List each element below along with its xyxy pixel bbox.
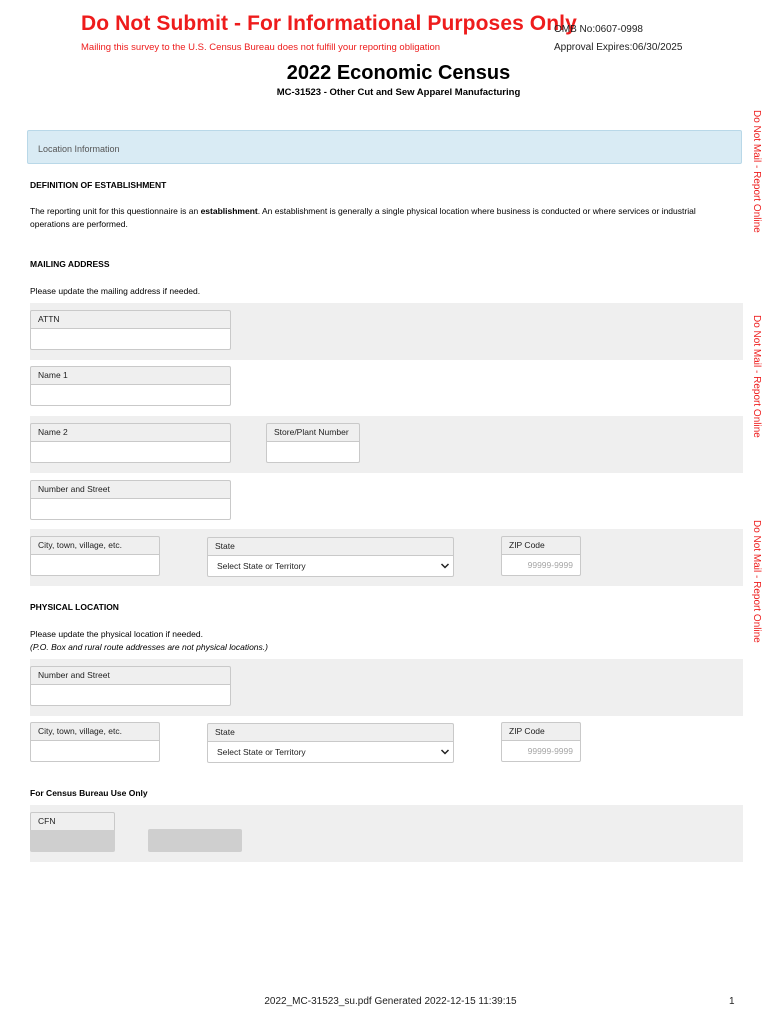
physical-note: (P.O. Box and rural route addresses are not physical locations.) — [30, 642, 268, 652]
name2-input[interactable] — [30, 441, 231, 463]
location-information-label: Location Information — [38, 144, 120, 154]
physical-state-value: Select State or Territory — [217, 747, 306, 757]
mailing-city-field[interactable] — [30, 536, 160, 576]
location-information-bar — [27, 130, 742, 164]
physical-city-field[interactable] — [30, 722, 160, 762]
mailing-state-field[interactable] — [207, 537, 454, 577]
physical-zip-label: ZIP Code — [501, 722, 581, 740]
physical-instruction: Please update the physical location if needed. — [30, 629, 203, 639]
name2-label: Name 2 — [30, 423, 231, 441]
physical-city-label: City, town, village, etc. — [30, 722, 160, 740]
physical-zip-field[interactable] — [501, 722, 581, 762]
mailing-zip-label: ZIP Code — [501, 536, 581, 554]
mailing-state-value: Select State or Territory — [217, 561, 306, 571]
physical-state-field[interactable] — [207, 723, 454, 763]
page-subtitle: MC-31523 - Other Cut and Sew Apparel Manufacturing — [276, 87, 521, 98]
physical-street-field[interactable] — [30, 666, 231, 706]
census-use-heading: For Census Bureau Use Only — [30, 788, 148, 798]
mailing-city-input[interactable] — [30, 554, 160, 576]
mailing-street-field[interactable] — [30, 480, 231, 520]
name1-field[interactable] — [30, 366, 231, 406]
warning-title: Do Not Submit - For Informational Purposes Only — [81, 12, 577, 35]
cfn-label: CFN — [30, 812, 115, 830]
physical-location-heading: PHYSICAL LOCATION — [30, 602, 119, 612]
physical-zip-input[interactable]: 99999-9999 — [501, 740, 581, 762]
definition-text-bold: establishment — [200, 206, 258, 216]
cfn-field — [30, 812, 115, 852]
side-marker-top: Do Not Mail - Report Online — [751, 110, 762, 233]
physical-street-label: Number and Street — [30, 666, 231, 684]
definition-text — [30, 205, 730, 231]
omb-number: OMB No:0607-0998 — [554, 24, 643, 35]
mailing-street-input[interactable] — [30, 498, 231, 520]
footer-generated: 2022_MC-31523_su.pdf Generated 2022-12-15 11:39:15 — [264, 996, 517, 1007]
mailing-state-select[interactable] — [207, 555, 454, 577]
attn-input[interactable] — [30, 328, 231, 350]
chevron-down-icon — [440, 562, 450, 570]
cfn-input — [30, 830, 115, 852]
attn-field[interactable] — [30, 310, 231, 350]
name1-label: Name 1 — [30, 366, 231, 384]
mailing-state-label: State — [207, 537, 454, 555]
definition-text-end: . An establishment is generally a single physical location where business is conducted or where services or industrial operations are performed. — [30, 206, 696, 229]
census-use-box — [148, 829, 242, 852]
mailing-city-label: City, town, village, etc. — [30, 536, 160, 554]
chevron-down-icon — [440, 748, 450, 756]
physical-state-select[interactable] — [207, 741, 454, 763]
definition-text-start: The reporting unit for this questionnaire is an — [30, 206, 201, 216]
cfn-row — [30, 805, 743, 862]
store-plant-field[interactable] — [266, 423, 360, 463]
store-plant-input[interactable] — [266, 441, 360, 463]
mailing-street-label: Number and Street — [30, 480, 231, 498]
mailing-address-heading: MAILING ADDRESS — [30, 259, 110, 269]
page-number: 1 — [729, 996, 735, 1007]
side-marker-middle: Do Not Mail - Report Online — [751, 315, 762, 438]
page-title: 2022 Economic Census — [286, 62, 511, 84]
mailing-zip-field[interactable] — [501, 536, 581, 576]
approval-expiry: Approval Expires:06/30/2025 — [554, 42, 683, 53]
side-marker-bottom: Do Not Mail - Report Online — [751, 520, 762, 643]
store-plant-label: Store/Plant Number — [266, 423, 360, 441]
mailing-instruction: Please update the mailing address if needed. — [30, 286, 201, 296]
mailing-zip-input[interactable]: 99999-9999 — [501, 554, 581, 576]
warning-subtitle: Mailing this survey to the U.S. Census Bureau does not fulfill your reporting obligation — [81, 42, 441, 53]
definition-heading: DEFINITION OF ESTABLISHMENT — [30, 180, 167, 190]
physical-state-label: State — [207, 723, 454, 741]
physical-city-input[interactable] — [30, 740, 160, 762]
physical-street-input[interactable] — [30, 684, 231, 706]
attn-label: ATTN — [30, 310, 231, 328]
name2-field[interactable] — [30, 423, 231, 463]
name1-input[interactable] — [30, 384, 231, 406]
